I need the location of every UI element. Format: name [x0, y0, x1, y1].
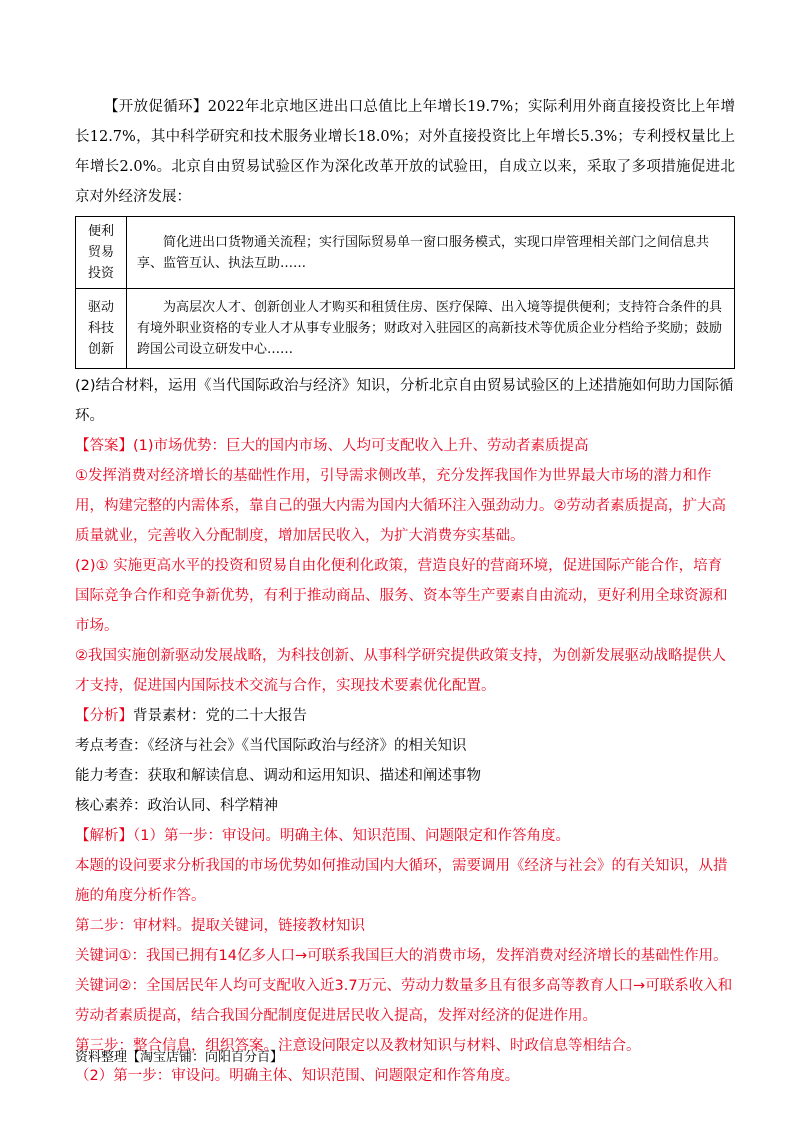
question-2: (2)结合材料，运用《当代国际政治与经济》知识，分析北京自由贸易试验区的上述措施如何助力国际循环。 — [75, 378, 734, 424]
answer-line-1 — [75, 431, 735, 461]
analysis-points: 考点考查：《经济与社会》《当代国际政治与经济》的相关知识 — [75, 738, 467, 754]
explain-step-1 — [75, 821, 735, 851]
analysis-tag: 【分析】 — [75, 708, 133, 724]
explain-part-2-step-1: （2）第一步：审设问。明确主体、知识范围、问题限定和作答角度。 — [75, 1068, 520, 1084]
explain-step-1-text: （1）第一步：审设问。明确主体、知识范围、问题限定和作答角度。 — [133, 828, 570, 844]
analysis-ability: 能力考查：获取和解读信息、调动和运用知识、描述和阐述事物 — [75, 768, 481, 784]
table-row-head: 便利贸易投资 — [76, 217, 127, 289]
explain-keyword-1: 关键词①：我国已拥有14亿多人口→可联系我国巨大的消费市场，发挥消费对经济增长的基础性作用。 — [75, 948, 728, 964]
explain-keyword-2: 关键词②：全国居民年人均可支配收入近3.7万元、劳动力数量多且有很多高等教育人口→可联系收入和劳动者素质提高，结合我国分配制度促进居民收入提高，发挥对经济的促进作用。 — [75, 978, 733, 1024]
analysis-background-text: 背景素材：党的二十大报告 — [133, 708, 307, 724]
analysis-literacy: 核心素养：政治认同、科学精神 — [75, 798, 278, 814]
explain-step-2: 第二步：审材料。提取关键词，链接教材知识 — [75, 918, 365, 934]
answer-section — [75, 431, 735, 701]
explain-step-3: 第三步：整合信息，组织答案。注意设问限定以及教材知识与材料、时政信息等相结合。 — [75, 1038, 641, 1054]
intro-tag: 【开放促循环】 — [104, 99, 208, 115]
answer-paragraph-2: (2)① 实施更高水平的投资和贸易自由化便利化政策，营造良好的营商环境，促进国际产能合作，培育国际竞争合作和竞争新优势，有利于推动商品、服务、资本等生产要素自由流动，更好利用全球资源和市场。 — [75, 558, 728, 634]
analysis-background — [75, 701, 735, 731]
intro-paragraph — [75, 92, 735, 212]
answer-market-advantage: (1)市场优势：巨大的国内市场、人均可支配收入上升、劳动者素质提高 — [133, 438, 589, 454]
table-row-head: 驱动科技创新 — [76, 289, 127, 369]
answer-paragraph-3: ②我国实施创新驱动发展战略，为科技创新、从事科学研究提供政策支持，为创新发展驱动战略提供人才支持，促进国内国际技术交流与合作，实现技术要素优化配置。 — [75, 648, 726, 694]
measures-table — [75, 216, 735, 369]
page-footer: 资料整理【淘宝店铺：向阳百分百】 — [75, 1050, 284, 1065]
table-row — [76, 289, 735, 369]
explain-step-1-detail: 本题的设问要求分析我国的市场优势如何推动国内大循环，需要调用《经济与社会》的有关知识，从措施的角度分析作答。 — [75, 858, 728, 904]
table-row-body: 为高层次人才、创新创业人才购买和租赁住房、医疗保障、出入境等提供便利；支持符合条件的具有境外职业资格的专业人才从事专业服务；财政对入驻园区的高新技术等优质企业分档给予奖励；鼓励跨国公司设立研发中心…… — [127, 289, 735, 369]
document-body — [75, 92, 735, 1091]
answer-paragraph-1: ①发挥消费对经济增长的基础性作用，引导需求侧改革，充分发挥我国作为世界最大市场的潜力和作用，构建完整的内需体系，靠自己的强大内需为国内大循环注入强劲动力。②劳动者素质提高，扩大高质量就业，完善收入分配制度，增加居民收入，为扩大消费夯实基础。 — [75, 468, 726, 544]
table-row — [76, 217, 735, 289]
answer-tag: 【答案】 — [75, 438, 133, 454]
table-row-body: 简化进出口货物通关流程；实行国际贸易单一窗口服务模式，实现口岸管理相关部门之间信息共享、监管互认、执法互助…… — [127, 217, 735, 289]
intro-text: 2022年北京地区进出口总值比上年增长19.7%；实际利用外商直接投资比上年增长12.7%，其中科学研究和技术服务业增长18.0%；对外直接投资比上年增长5.3%；专利授权量比上年增长2.0%。北京自由贸易试验区作为深化改革开放的试验田，自成立以来，采取了多项措施促进北京对外经济发展： — [75, 99, 735, 205]
analysis-section — [75, 701, 735, 821]
explain-tag: 【解析】 — [75, 828, 133, 844]
